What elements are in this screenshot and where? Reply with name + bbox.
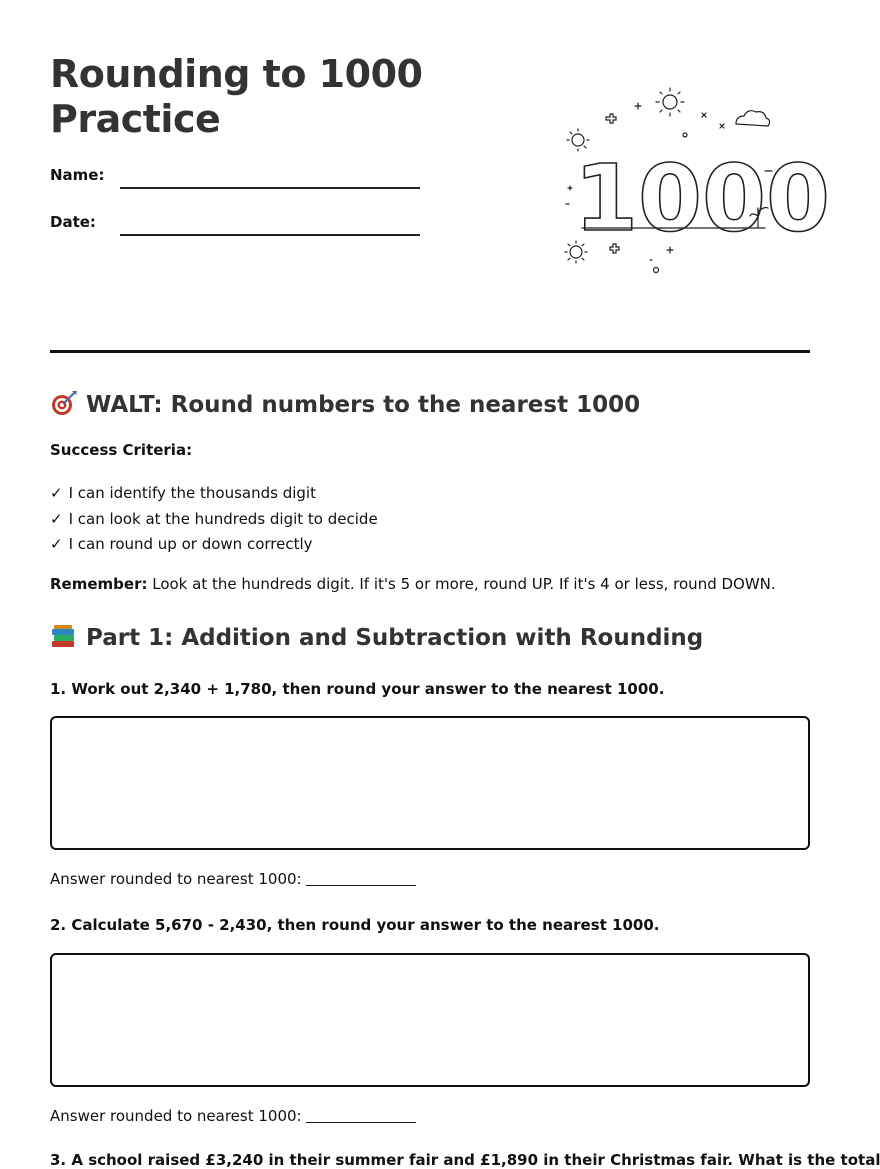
part1-heading-text: Part 1: Addition and Subtraction with Rounding: [86, 625, 704, 651]
title-line-2: Practice: [50, 97, 221, 141]
list-item: ✓ I can round up or down correctly: [50, 535, 313, 553]
check-icon: ✓: [50, 484, 63, 502]
question-1: 1. Work out 2,340 + 1,780, then round your answer to the nearest 1000.: [50, 680, 665, 698]
title-line-1: Rounding to 1000: [50, 52, 423, 96]
question-2-answer: Answer rounded to nearest 1000:: [50, 1107, 416, 1125]
walt-heading-text: WALT: Round numbers to the nearest 1000: [86, 392, 641, 418]
question-2-answer-field[interactable]: [306, 1108, 416, 1123]
question-1-work-box[interactable]: [50, 716, 810, 850]
date-field[interactable]: [120, 234, 420, 236]
success-criteria-label: Success Criteria:: [50, 441, 193, 459]
remember-label: Remember:: [50, 575, 148, 593]
question-2: 2. Calculate 5,670 - 2,430, then round your answer to the nearest 1000.: [50, 916, 660, 934]
walt-heading: [50, 390, 640, 418]
date-label: Date:: [50, 213, 96, 231]
section-divider: [50, 350, 810, 353]
target-icon: [50, 390, 78, 416]
remember-text: Look at the hundreds digit. If it's 5 or more, round UP. If it's 4 or less, round DOWN.: [147, 575, 776, 593]
question-1-answer-field[interactable]: [306, 871, 416, 886]
question-1-answer: Answer rounded to nearest 1000:: [50, 870, 416, 888]
1000-doodle-illustration: [560, 84, 831, 279]
books-icon: [50, 623, 78, 649]
check-icon: ✓: [50, 535, 63, 553]
question-3: 3. A school raised £3,240 in their summer fair and £1,890 in their Christmas fair. What is the total: [50, 1151, 880, 1169]
list-item: ✓ I can identify the thousands digit: [50, 484, 316, 502]
hero-number: 1000: [574, 145, 831, 252]
name-label: Name:: [50, 166, 105, 184]
check-icon: ✓: [50, 509, 63, 528]
name-field[interactable]: [120, 187, 420, 189]
remember-note: [50, 575, 776, 593]
list-item: ✓ I can look at the hundreds digit to decide: [50, 509, 378, 528]
cloud-icon: [736, 111, 770, 126]
success-criteria-list: [50, 481, 378, 558]
worksheet-title: [50, 52, 422, 142]
sun-icon: [656, 88, 684, 116]
part1-heading: [50, 623, 703, 651]
question-2-work-box[interactable]: [50, 953, 810, 1087]
